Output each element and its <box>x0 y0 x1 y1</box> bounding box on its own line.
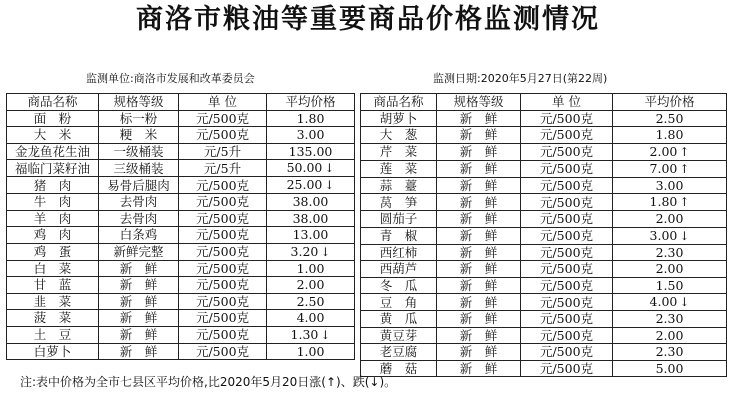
cell-name: 土 豆 <box>7 326 99 343</box>
price-value: 3.00 <box>296 127 325 143</box>
price-value: 1.80 <box>655 127 684 143</box>
cell-price <box>613 127 727 144</box>
cell-name: 胡萝卜 <box>361 110 437 127</box>
price-table-right <box>360 93 727 377</box>
cell-grade: 标一粉 <box>99 110 179 127</box>
cell-price <box>613 143 727 160</box>
cell-grade: 新 鲜 <box>437 261 521 278</box>
cell-grade: 新 鲜 <box>437 244 521 261</box>
col-header-unit: 单 位 <box>179 94 267 111</box>
price-value: 2.00 <box>296 277 325 293</box>
cell-name: 福临门菜籽油 <box>7 160 99 177</box>
table-row <box>361 311 727 328</box>
col-header-name: 商品名称 <box>361 94 437 111</box>
cell-grade: 新 鲜 <box>99 260 179 277</box>
price-value: 2.00 <box>649 143 678 159</box>
arrow-down-icon: ↓ <box>679 228 690 243</box>
price-value: 5.00 <box>655 360 684 376</box>
cell-name: 蘑 菇 <box>361 360 437 377</box>
price-value: 2.00 <box>655 327 684 343</box>
cell-grade: 新 鲜 <box>437 327 521 344</box>
cell-grade: 新鲜完整 <box>99 243 179 260</box>
table-row <box>7 160 355 177</box>
cell-unit: 元/500克 <box>179 177 267 194</box>
cell-grade: 新 鲜 <box>437 177 521 194</box>
col-header-price: 平均价格 <box>613 94 727 111</box>
cell-unit: 元/500克 <box>179 326 267 343</box>
cell-unit: 元/500克 <box>179 194 267 211</box>
cell-price <box>267 177 355 194</box>
cell-name: 甘 蓝 <box>7 277 99 294</box>
table-header-row <box>361 94 727 111</box>
cell-price <box>613 110 727 127</box>
cell-name: 蒜 薹 <box>361 177 437 194</box>
col-header-price: 平均价格 <box>267 94 355 111</box>
arrow-down-icon: ↓ <box>324 161 335 175</box>
cell-unit: 元/500克 <box>521 227 613 244</box>
cell-price <box>267 143 355 160</box>
price-value: 4.00 <box>296 310 325 326</box>
price-value: 2.50 <box>655 110 684 126</box>
table-row <box>7 110 355 127</box>
table-row <box>361 294 727 311</box>
cell-name: 冬 瓜 <box>361 277 437 294</box>
cell-price <box>613 177 727 194</box>
table-header-row <box>7 94 355 111</box>
cell-price <box>267 110 355 127</box>
cell-unit: 元/500克 <box>521 110 613 127</box>
footnote: 注:表中价格为全市七县区平均价格,比2020年5月20日涨(↑)、跌(↓)。 <box>20 375 397 389</box>
price-value: 38.00 <box>292 194 329 210</box>
cell-name: 鸡 肉 <box>7 227 99 244</box>
cell-unit: 元/500克 <box>521 327 613 344</box>
table-row <box>361 227 727 244</box>
cell-grade: 新 鲜 <box>437 160 521 177</box>
cell-name: 面 粉 <box>7 110 99 127</box>
cell-price <box>613 311 727 328</box>
table-row <box>361 194 727 211</box>
arrow-up-icon: ↑ <box>679 144 690 159</box>
cell-grade: 新 鲜 <box>437 311 521 328</box>
cell-price <box>267 343 355 360</box>
cell-name: 鸡 蛋 <box>7 243 99 260</box>
cell-price <box>267 194 355 211</box>
price-value: 3.20 <box>290 243 319 259</box>
cell-unit: 元/5升 <box>179 160 267 177</box>
cell-unit: 元/500克 <box>521 177 613 194</box>
cell-price <box>267 210 355 227</box>
cell-price <box>613 227 727 244</box>
col-header-name: 商品名称 <box>7 94 99 111</box>
cell-name: 豆 角 <box>361 294 437 311</box>
arrow-down-icon: ↓ <box>324 178 335 192</box>
cell-price <box>267 127 355 144</box>
arrow-down-icon: ↓ <box>679 295 690 309</box>
cell-price <box>267 326 355 343</box>
table-row <box>361 160 727 177</box>
table-row <box>7 127 355 144</box>
table-row <box>361 110 727 127</box>
cell-unit: 元/500克 <box>179 210 267 227</box>
table-row <box>361 344 727 361</box>
price-value: 50.00 <box>286 160 323 175</box>
price-value: 38.00 <box>292 210 329 226</box>
cell-name: 青 椒 <box>361 227 437 244</box>
table-row <box>361 143 727 160</box>
cell-name: 西葫芦 <box>361 261 437 278</box>
price-value: 135.00 <box>288 143 333 159</box>
cell-price <box>267 227 355 244</box>
cell-price <box>267 243 355 260</box>
cell-name: 猪 肉 <box>7 177 99 194</box>
table-row <box>7 243 355 260</box>
cell-price <box>613 244 727 261</box>
table-row <box>7 227 355 244</box>
cell-price <box>613 211 727 228</box>
cell-name: 大 米 <box>7 127 99 144</box>
price-table-right-body <box>361 110 727 377</box>
cell-name: 韭 菜 <box>7 293 99 310</box>
cell-name: 白 菜 <box>7 260 99 277</box>
table-row <box>361 277 727 294</box>
cell-unit: 元/500克 <box>179 277 267 294</box>
price-value: 4.00 <box>649 294 678 309</box>
cell-name: 老豆腐 <box>361 344 437 361</box>
cell-name: 金龙鱼花生油 <box>7 143 99 160</box>
cell-grade: 新 鲜 <box>437 211 521 228</box>
arrow-up-icon: ↑ <box>679 161 690 176</box>
cell-price <box>267 260 355 277</box>
cell-unit: 元/500克 <box>179 243 267 260</box>
price-value: 1.80 <box>649 194 678 209</box>
cell-unit: 元/500克 <box>179 110 267 127</box>
cell-name: 芹 菜 <box>361 143 437 160</box>
cell-unit: 元/500克 <box>521 160 613 177</box>
cell-grade: 新 鲜 <box>437 294 521 311</box>
cell-grade: 新 鲜 <box>437 194 521 211</box>
cell-price <box>613 160 727 177</box>
price-value: 1.50 <box>655 277 684 293</box>
cell-grade: 粳 米 <box>99 127 179 144</box>
price-value: 2.50 <box>296 293 325 309</box>
cell-price <box>613 344 727 361</box>
cell-unit: 元/500克 <box>521 244 613 261</box>
price-table-left-body <box>7 110 355 360</box>
table-row <box>7 210 355 227</box>
price-table-left <box>6 93 355 360</box>
price-value: 13.00 <box>292 227 329 243</box>
cell-name: 大 葱 <box>361 127 437 144</box>
monitoring-date: 监测日期:2020年5月27日(第22周) <box>433 72 608 85</box>
cell-grade: 新 鲜 <box>437 143 521 160</box>
price-value: 3.00 <box>655 177 684 193</box>
table-row <box>7 293 355 310</box>
cell-price <box>613 277 727 294</box>
cell-price <box>613 327 727 344</box>
table-row <box>361 177 727 194</box>
table-row <box>7 194 355 211</box>
cell-grade: 新 鲜 <box>437 110 521 127</box>
price-value: 7.00 <box>649 160 678 176</box>
price-value: 2.30 <box>655 244 684 260</box>
cell-grade: 去骨肉 <box>99 210 179 227</box>
cell-unit: 元/500克 <box>179 227 267 244</box>
cell-grade: 新 鲜 <box>99 293 179 310</box>
table-row <box>361 127 727 144</box>
cell-unit: 元/500克 <box>521 143 613 160</box>
table-row <box>7 277 355 294</box>
cell-grade: 白条鸡 <box>99 227 179 244</box>
cell-name: 菠 菜 <box>7 310 99 327</box>
table-row <box>7 143 355 160</box>
cell-name: 西红柿 <box>361 244 437 261</box>
cell-grade: 易骨后腿肉 <box>99 177 179 194</box>
price-value: 2.30 <box>655 344 684 360</box>
table-row <box>361 360 727 377</box>
cell-unit: 元/500克 <box>179 310 267 327</box>
cell-price <box>613 294 727 311</box>
cell-unit: 元/500克 <box>179 260 267 277</box>
cell-name: 白萝卜 <box>7 343 99 360</box>
cell-grade: 去骨肉 <box>99 194 179 211</box>
cell-unit: 元/500克 <box>521 194 613 211</box>
cell-grade: 三级桶装 <box>99 160 179 177</box>
cell-unit: 元/500克 <box>521 360 613 377</box>
table-row <box>7 343 355 360</box>
cell-name: 圆茄子 <box>361 211 437 228</box>
price-value: 2.00 <box>655 211 684 227</box>
cell-name: 黄豆芽 <box>361 327 437 344</box>
cell-price <box>267 310 355 327</box>
cell-grade: 新 鲜 <box>99 310 179 327</box>
col-header-unit: 单 位 <box>521 94 613 111</box>
price-value: 1.30 <box>290 326 319 342</box>
cell-price <box>613 360 727 377</box>
arrow-down-icon: ↓ <box>320 244 331 259</box>
price-value: 2.00 <box>655 261 684 277</box>
cell-grade: 新 鲜 <box>99 326 179 343</box>
cell-grade: 新 鲜 <box>437 360 521 377</box>
cell-name: 牛 肉 <box>7 194 99 211</box>
cell-unit: 元/500克 <box>521 294 613 311</box>
cell-unit: 元/500克 <box>521 311 613 328</box>
page-title: 商洛市粮油等重要商品价格监测情况 <box>136 4 600 35</box>
cell-unit: 元/500克 <box>179 127 267 144</box>
table-row <box>361 244 727 261</box>
table-row <box>7 326 355 343</box>
price-value: 1.00 <box>296 343 325 359</box>
cell-unit: 元/500克 <box>179 293 267 310</box>
price-value: 1.00 <box>296 260 325 276</box>
cell-price <box>267 160 355 177</box>
price-value: 2.30 <box>655 311 684 327</box>
cell-price <box>267 277 355 294</box>
cell-unit: 元/500克 <box>521 277 613 294</box>
cell-price <box>613 261 727 278</box>
table-row <box>361 261 727 278</box>
cell-unit: 元/500克 <box>521 344 613 361</box>
arrow-down-icon: ↓ <box>320 327 331 342</box>
table-row <box>361 327 727 344</box>
monitoring-unit: 监测单位:商洛市发展和改革委员会 <box>86 72 255 85</box>
cell-name: 莲 菜 <box>361 160 437 177</box>
table-row <box>7 260 355 277</box>
cell-name: 莴 笋 <box>361 194 437 211</box>
cell-unit: 元/5升 <box>179 143 267 160</box>
arrow-up-icon: ↑ <box>679 195 690 209</box>
cell-grade: 新 鲜 <box>99 343 179 360</box>
cell-grade: 新 鲜 <box>437 227 521 244</box>
cell-grade: 新 鲜 <box>99 277 179 294</box>
cell-price <box>267 293 355 310</box>
cell-unit: 元/500克 <box>521 261 613 278</box>
cell-unit: 元/500克 <box>179 343 267 360</box>
cell-name: 羊 肉 <box>7 210 99 227</box>
col-header-grade: 规格等级 <box>437 94 521 111</box>
cell-grade: 新 鲜 <box>437 277 521 294</box>
cell-name: 黄 瓜 <box>361 311 437 328</box>
cell-unit: 元/500克 <box>521 211 613 228</box>
price-value: 3.00 <box>649 227 678 243</box>
table-row <box>7 177 355 194</box>
cell-price <box>613 194 727 211</box>
table-row <box>7 310 355 327</box>
price-value: 25.00 <box>286 177 323 192</box>
col-header-grade: 规格等级 <box>99 94 179 111</box>
cell-grade: 新 鲜 <box>437 344 521 361</box>
price-value: 1.80 <box>296 110 325 126</box>
cell-grade: 一级桶装 <box>99 143 179 160</box>
cell-unit: 元/500克 <box>521 127 613 144</box>
cell-grade: 新 鲜 <box>437 127 521 144</box>
table-row <box>361 211 727 228</box>
